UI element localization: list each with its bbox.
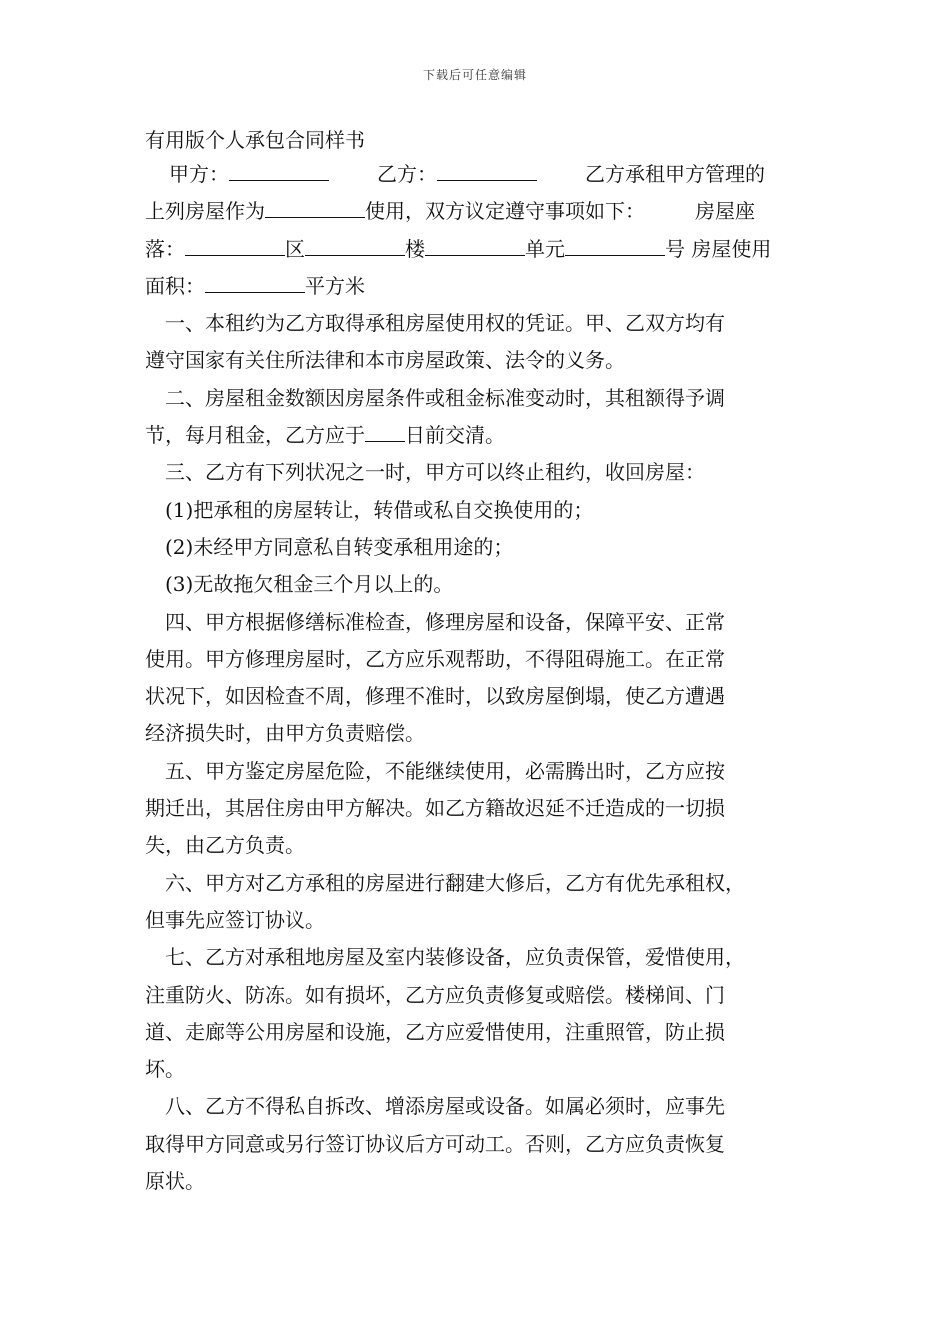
clause-7-line-1: 七、乙方对承租地房屋及室内装修设备，应负责保管，爱惜使用， (165, 945, 745, 970)
clause-1-line-1: 一、本租约为乙方取得承租房屋使用权的凭证。甲、乙双方均有 (165, 311, 725, 336)
unit-blank (425, 233, 525, 256)
number-blank (565, 233, 665, 256)
clause-6-line-1: 六、甲方对乙方承租的房屋进行翻建大修后，乙方有优先承租权， (165, 870, 745, 895)
clause-8-line-1: 八、乙方不得私自拆改、增添房屋或设备。如属必须时，应事先 (165, 1094, 725, 1119)
clause-5-line-1: 五、甲方鉴定房屋危险，不能继续使用，必需腾出时，乙方应按 (165, 758, 725, 783)
clause-4-line-4: 经济损失时，由甲方负责赔偿。 (145, 721, 425, 746)
clause-4-line-1: 四、甲方根据修缮标准检查，修理房屋和设备，保障平安、正常 (165, 609, 725, 634)
area-blank (205, 270, 305, 293)
clause-3-line-1: 三、乙方有下列状况之一时，甲方可以终止租约，收回房屋： (165, 460, 705, 485)
clause-3-item-1: (1)把承租的房屋转让，转借或私自交换使用的； (165, 497, 594, 522)
document-title: 有用版个人承包合同样书 (145, 128, 365, 152)
clause-7-line-4: 坏。 (145, 1057, 185, 1082)
clause-4-line-3: 状况下，如因检查不周，修理不准时，以致房屋倒塌，使乙方遭遇 (145, 684, 725, 709)
number-label: 号 (665, 236, 685, 261)
area-unit: 平方米 (305, 273, 365, 298)
clause-2-text-a: 节，每月租金，乙方应于 (145, 423, 365, 448)
party-a-label: 甲方： (169, 162, 229, 186)
clause-2-text-b: 日前交清。 (405, 423, 505, 448)
use-purpose-blank (265, 195, 365, 218)
page-header: 下载后可任意编辑 (422, 68, 527, 82)
area-label-start: 房屋使用 (691, 236, 772, 261)
district-blank (185, 233, 285, 256)
contract-document (145, 124, 805, 1200)
location-line (145, 231, 805, 268)
building-label: 楼 (405, 236, 425, 261)
clause-6-line-2: 但事先应签订协议。 (145, 907, 325, 932)
intro-text-2a: 上列房屋作为 (145, 199, 265, 224)
clause-2-line-1: 二、房屋租金数额因房屋条件或租金标准变动时，其租额得予调 (165, 385, 725, 410)
clause-8-line-3: 原状。 (145, 1169, 205, 1194)
due-day-blank (365, 419, 405, 442)
clause-4-line-2: 使用。甲方修理房屋时，乙方应乐观帮助，不得阻碍施工。在正常 (145, 646, 725, 671)
intro-line-1 (145, 156, 805, 193)
intro-text-2c: 房屋座 (695, 199, 755, 224)
clause-7-line-3: 道、走廊等公用房屋和设施，乙方应爱惜使用，注重照管，防止损 (145, 1019, 725, 1044)
clause-5-line-2: 期迁出，其居住房由甲方解决。如乙方籍故迟延不迁造成的一切损 (145, 796, 725, 821)
clause-3-item-2: (2)未经甲方同意私自转变承租用途的； (165, 534, 514, 559)
party-a-blank (229, 158, 329, 181)
building-blank (305, 233, 405, 256)
party-b-blank (437, 158, 537, 181)
unit-label: 单元 (525, 236, 565, 261)
intro-line-2 (145, 193, 805, 230)
party-b-label: 乙方： (377, 162, 437, 186)
clause-3-item-3: (3)无故拖欠租金三个月以上的。 (165, 572, 454, 597)
location-label: 落： (145, 236, 185, 261)
area-label: 面积： (145, 273, 205, 298)
area-line (145, 268, 805, 305)
intro-text-2b: 使用，双方议定遵守事项如下： (365, 199, 645, 224)
clause-7-line-2: 注重防火、防冻。如有损坏，乙方应负责修复或赔偿。楼梯间、门 (145, 982, 725, 1007)
clause-2-line-2 (145, 417, 805, 454)
clause-1-line-2: 遵守国家有关住所法律和本市房屋政策、法令的义务。 (145, 348, 625, 373)
district-label: 区 (285, 236, 305, 261)
clause-5-line-3: 失，由乙方负责。 (145, 833, 305, 858)
clause-8-line-2: 取得甲方同意或另行签订协议后方可动工。否则，乙方应负责恢复 (145, 1131, 725, 1156)
intro-text-1: 乙方承租甲方管理的 (585, 162, 765, 186)
